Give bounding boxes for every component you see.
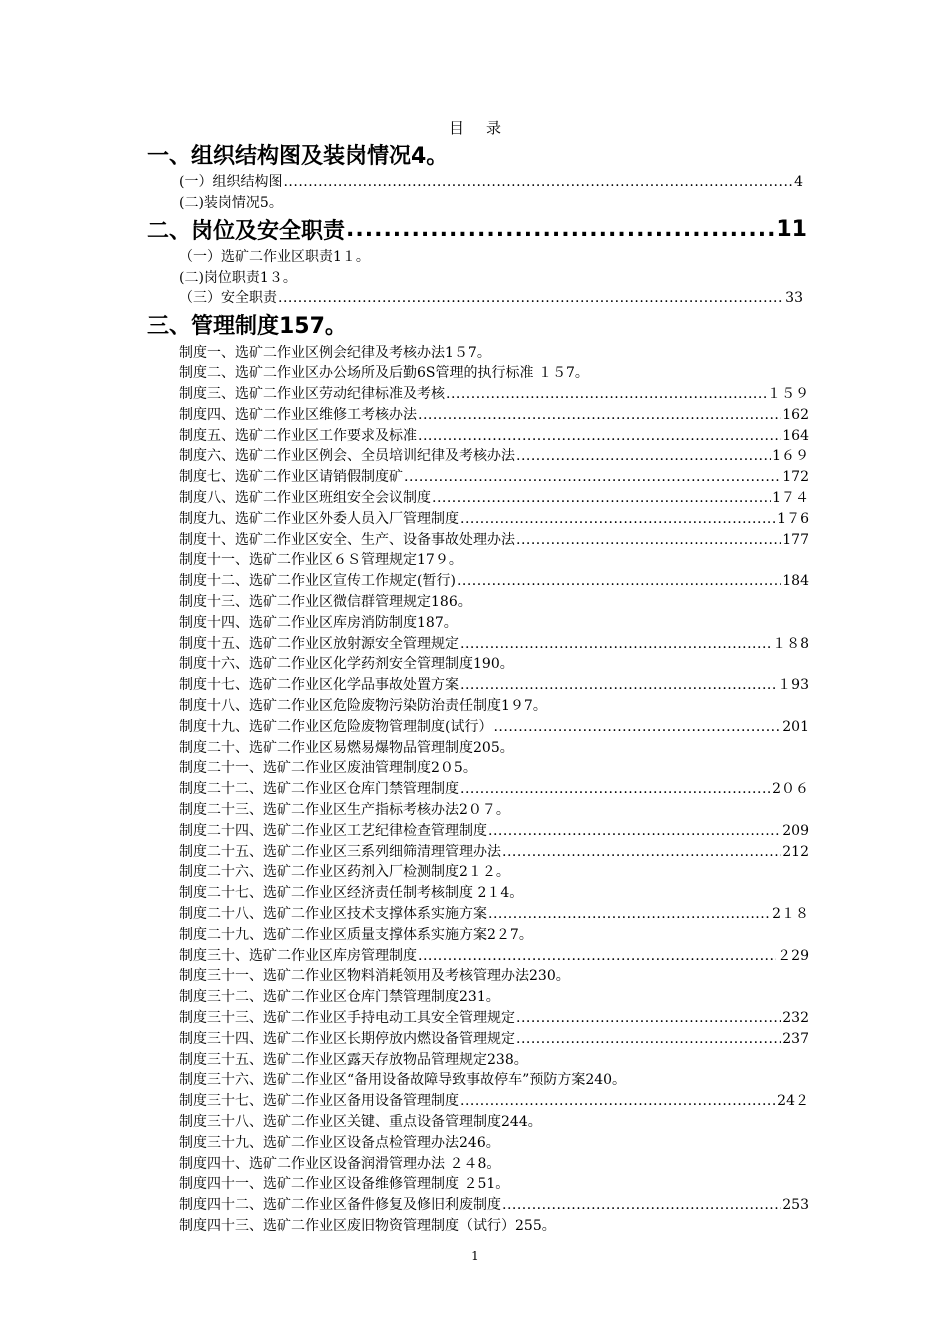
- section-heading-label: 二、岗位及安全职责: [147, 218, 346, 244]
- toc-entry-page-number: ２29: [777, 947, 809, 964]
- toc-entry-page-number: 1６９: [772, 448, 809, 465]
- toc-entry-label: 制度六、选矿二作业区例会、全员培训纪律及考核办法: [179, 448, 515, 465]
- toc-entry-label: （一）选矿二作业区职责1１。: [179, 249, 370, 265]
- toc-entry[interactable]: [179, 591, 809, 612]
- toc-entry-label: 制度三十二、选矿二作业区仓库门禁管理制度231。: [179, 989, 500, 1006]
- toc-entry-label: 制度四十三、选矿二作业区废旧物资管理制度（试行）255。: [179, 1217, 556, 1234]
- toc-entry-label: 制度十九、选矿二作业区危险废物管理制度(试行）: [179, 718, 493, 735]
- dot-leader: [418, 428, 781, 444]
- toc-entry-page-number: 1７6: [777, 510, 809, 527]
- toc-entry[interactable]: [179, 820, 809, 841]
- toc-entry[interactable]: [179, 425, 809, 446]
- section-heading-page-number: 11: [776, 216, 807, 242]
- toc-entry[interactable]: [179, 1069, 809, 1090]
- toc-entry[interactable]: [179, 267, 803, 288]
- toc-entry-label: 制度三十六、选矿二作业区“备用设备故障导致事故停车”预防方案240。: [179, 1072, 627, 1089]
- dot-leader: [283, 174, 793, 190]
- dot-leader: [460, 781, 771, 797]
- toc-entry-label: 制度三十四、选矿二作业区长期停放内燃设备管理规定: [179, 1030, 515, 1047]
- toc-entry-page-number: 201: [782, 718, 809, 735]
- toc-entry-label: 制度十八、选矿二作业区危险废物污染防治责任制度1９7。: [179, 698, 547, 715]
- toc-entry-page-number: 209: [782, 822, 809, 839]
- toc-entry[interactable]: [179, 695, 809, 716]
- toc-entry[interactable]: [179, 383, 809, 404]
- dot-leader: [488, 906, 771, 922]
- toc-entry[interactable]: [179, 1028, 809, 1049]
- toc-entry-page-number: 4: [794, 174, 803, 190]
- toc-entry-label: 制度二十二、选矿二作业区仓库门禁管理制度: [179, 781, 459, 798]
- toc-entry-page-number: 162: [782, 406, 809, 423]
- toc-entry[interactable]: [179, 1090, 809, 1111]
- toc-entry-page-number: １５９: [767, 386, 809, 403]
- toc-entry[interactable]: [179, 1007, 809, 1028]
- toc-entry[interactable]: [179, 508, 809, 529]
- toc-entry-label: 制度三十三、选矿二作业区手持电动工具安全管理规定: [179, 1010, 515, 1026]
- toc-entry-page-number: 33: [785, 290, 803, 306]
- dot-leader: [457, 573, 781, 589]
- toc-entry[interactable]: [179, 549, 809, 570]
- toc-entry[interactable]: [179, 287, 803, 308]
- toc-entry-page-number: 1７４: [772, 490, 809, 507]
- toc-entry[interactable]: [179, 861, 809, 882]
- toc-entry-label: 制度四、选矿二作业区维修工考核办法: [179, 406, 417, 423]
- toc-entry-label: 制度三十一、选矿二作业区物料消耗领用及考核管理办法230。: [179, 968, 570, 985]
- toc-entry-page-number: 253: [782, 1197, 809, 1214]
- toc-entry[interactable]: [179, 799, 809, 820]
- dot-leader: [493, 719, 781, 735]
- section-heading-label: 三、管理制度157。: [147, 314, 347, 339]
- toc-entry-label: 制度四十一、选矿二作业区设备维修管理制度 ２51。: [179, 1176, 510, 1193]
- toc-entry-label: 制度十五、选矿二作业区放射源安全管理规定: [179, 635, 459, 652]
- toc-entry-label: 制度二十、选矿二作业区易燃易爆物品管理制度205。: [179, 739, 514, 756]
- toc-entry[interactable]: [179, 1111, 809, 1132]
- toc-entry[interactable]: [179, 570, 809, 591]
- toc-entry[interactable]: [179, 1173, 809, 1194]
- toc-entry-label: 制度三十八、选矿二作业区关键、重点设备管理制度244。: [179, 1113, 542, 1130]
- toc-entry[interactable]: [179, 342, 809, 363]
- toc-entry-label: 制度九、选矿二作业区外委人员入厂管理制度: [179, 510, 459, 527]
- toc-entry-page-number: 24２: [777, 1093, 809, 1110]
- toc-entry-label: 制度四十、选矿二作业区设备润滑管理办法 ２４8。: [179, 1155, 501, 1172]
- toc-entry-label: 制度二十五、选矿二作业区三系列细筛清理管理办法: [179, 843, 501, 860]
- toc-entry-label: 制度七、选矿二作业区请销假制度矿: [179, 469, 403, 486]
- toc-entry[interactable]: [179, 924, 809, 945]
- toc-entry[interactable]: [179, 404, 809, 425]
- dot-leader: [516, 1031, 781, 1047]
- toc-entry[interactable]: [179, 965, 809, 986]
- toc-entry[interactable]: [179, 445, 809, 466]
- toc-entry-label: 制度八、选矿二作业区班组安全会议制度: [179, 490, 431, 507]
- toc-entry-label: 制度二十六、选矿二作业区药剂入厂检测制度2１２。: [179, 864, 510, 881]
- toc-entry-label: 制度二十四、选矿二作业区工艺纪律检查管理制度: [179, 822, 487, 839]
- toc-entry-page-number: 172: [782, 469, 809, 486]
- toc-entry[interactable]: [179, 737, 809, 758]
- toc-entry[interactable]: [179, 986, 809, 1007]
- toc-entry-label: 制度十六、选矿二作业区化学药剂安全管理制度190。: [179, 656, 514, 673]
- section-heading[interactable]: [147, 308, 807, 342]
- toc-entry[interactable]: [179, 1132, 809, 1153]
- toc-entry-label: 制度十、选矿二作业区安全、生产、设备事故处理办法: [179, 531, 515, 548]
- dot-leader: [460, 636, 771, 652]
- toc-entry[interactable]: [179, 171, 803, 192]
- toc-entry[interactable]: [179, 674, 809, 695]
- dot-leader: [404, 469, 781, 485]
- toc-entry-label: 制度十七、选矿二作业区化学品事故处置方案: [179, 677, 459, 694]
- toc-entry-label: 制度四十二、选矿二作业区备件修复及修旧利废制度: [179, 1197, 501, 1214]
- dot-leader: [460, 1093, 776, 1109]
- toc-entry[interactable]: [179, 1215, 809, 1236]
- toc-entry[interactable]: [179, 882, 809, 903]
- toc-entry-page-number: 232: [782, 1010, 809, 1026]
- toc-entry-label: 制度十一、选矿二作业区６Ｓ管理规定17９。: [179, 552, 463, 569]
- toc-entry[interactable]: [179, 246, 803, 267]
- toc-entry[interactable]: [179, 945, 809, 966]
- toc-title: 目录: [448, 119, 523, 137]
- toc-entry-label: 制度二十三、选矿二作业区生产指标考核办法2０７。: [179, 802, 510, 819]
- toc-entry-label: 制度十三、选矿二作业区微信群管理规定186。: [179, 594, 472, 611]
- toc-entry-label: 制度三、选矿二作业区劳动纪律标准及考核: [179, 386, 445, 403]
- toc-entry-label: 制度二十九、选矿二作业区质量支撑体系实施方案2２7。: [179, 926, 533, 943]
- toc-entry-label: 制度三十九、选矿二作业区设备点检管理办法246。: [179, 1134, 500, 1151]
- dot-leader: [418, 407, 781, 423]
- dot-leader: [516, 532, 781, 548]
- toc-entry-page-number: 177: [782, 531, 809, 548]
- table-of-contents: [0, 137, 950, 1236]
- toc-entry[interactable]: [179, 633, 809, 654]
- toc-entry-label: 制度五、选矿二作业区工作要求及标准: [179, 427, 417, 444]
- toc-entry[interactable]: [179, 612, 809, 633]
- toc-entry[interactable]: [179, 653, 809, 674]
- section-heading[interactable]: [147, 212, 807, 246]
- toc-entry[interactable]: [179, 466, 809, 487]
- section-heading[interactable]: [147, 137, 807, 171]
- toc-entry[interactable]: [179, 841, 809, 862]
- toc-entry-label: 制度二十八、选矿二作业区技术支撑体系实施方案: [179, 906, 487, 923]
- toc-entry-label: 制度三十、选矿二作业区库房管理制度: [179, 947, 417, 964]
- dot-leader: [502, 1197, 781, 1213]
- dot-leader: [418, 948, 776, 964]
- toc-entry-label: 制度十二、选矿二作业区宣传工作规定(暂行): [179, 573, 456, 590]
- toc-entry[interactable]: [179, 529, 809, 550]
- toc-entry[interactable]: [179, 1194, 809, 1215]
- toc-entry-page-number: 212: [782, 843, 809, 860]
- toc-entry-label: (二)岗位职责1３。: [179, 269, 297, 286]
- toc-entry-page-number: 2０６: [772, 781, 809, 798]
- toc-entry-label: 制度三十五、选矿二作业区露天存放物品管理规定238。: [179, 1051, 528, 1068]
- toc-entry-page-number: 2１８: [772, 906, 809, 923]
- toc-entry-page-number: 164: [782, 427, 809, 444]
- toc-entry-page-number: １93: [777, 677, 809, 694]
- dot-leader: [446, 386, 766, 402]
- toc-entry-page-number: １８8: [772, 635, 809, 652]
- toc-entry-label: (二)装岗情况5。: [179, 194, 283, 211]
- dot-leader: [346, 217, 775, 242]
- toc-entry-label: 制度二、选矿二作业区办公场所及后勤6S管理的执行标准 １５7。: [179, 365, 589, 382]
- dot-leader: [488, 823, 781, 839]
- toc-entry[interactable]: [179, 1153, 809, 1174]
- page-number: 1: [471, 1249, 479, 1263]
- toc-entry-label: （三）安全职责: [179, 290, 277, 306]
- toc-entry[interactable]: [179, 716, 809, 737]
- dot-leader: [278, 290, 784, 306]
- toc-entry[interactable]: [179, 1049, 809, 1070]
- toc-entry[interactable]: [179, 778, 809, 799]
- toc-entry[interactable]: [179, 903, 809, 924]
- toc-entry-label: 制度二十一、选矿二作业区废油管理制度2０5。: [179, 760, 477, 777]
- toc-entry[interactable]: [179, 487, 809, 508]
- toc-entry-label: 制度十四、选矿二作业区库房消防制度187。: [179, 614, 458, 631]
- toc-entry-label: 制度二十七、选矿二作业区经济责任制考核制度 2１4。: [179, 885, 524, 902]
- dot-leader: [460, 511, 776, 527]
- dot-leader: [516, 1010, 781, 1026]
- toc-entry[interactable]: [179, 362, 809, 383]
- toc-entry-page-number: 184: [782, 573, 809, 590]
- dot-leader: [460, 677, 776, 693]
- toc-entry-label: 制度三十七、选矿二作业区备用设备管理制度: [179, 1093, 459, 1110]
- toc-entry-label: 制度一、选矿二作业区例会纪律及考核办法1５7。: [179, 344, 491, 361]
- dot-leader: [516, 448, 771, 464]
- toc-entry-page-number: 237: [782, 1030, 809, 1047]
- section-heading-label: 一、组织结构图及装岗情况4。: [147, 143, 449, 169]
- dot-leader: [432, 490, 771, 506]
- toc-entry-label: (一）组织结构图: [179, 174, 283, 190]
- toc-entry[interactable]: [179, 757, 809, 778]
- toc-entry[interactable]: [179, 192, 803, 213]
- dot-leader: [502, 844, 781, 860]
